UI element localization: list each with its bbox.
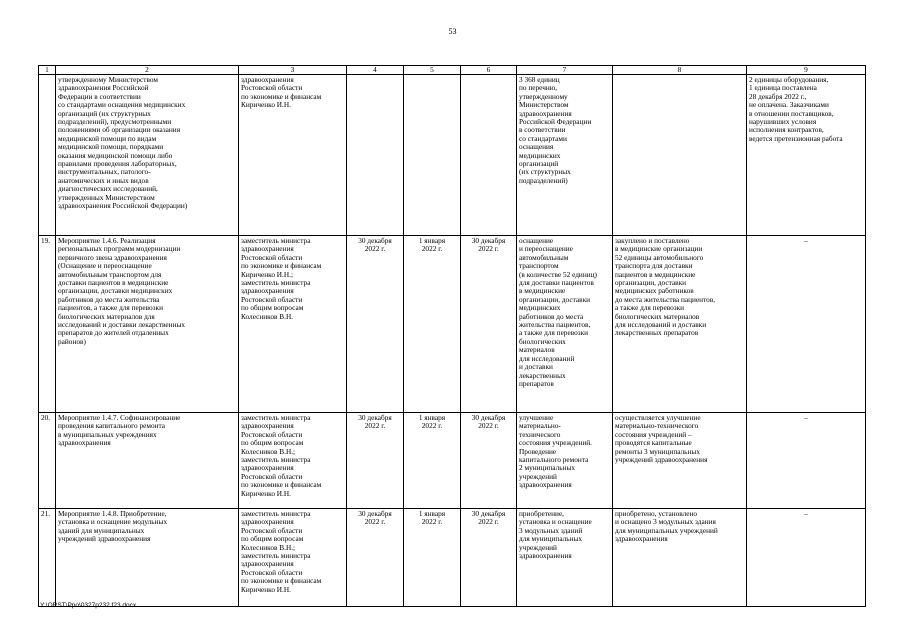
row-number: 20. [39,413,56,509]
date-finish-cell: 30 декабря 2022 г. [461,236,517,413]
row-number [39,75,56,236]
header-cell: 3 [239,66,347,75]
file-path-footer: Y:\ORST\Ppo\0327p232.f23.docx [40,602,137,609]
event-cell: Мероприятие 1.4.8. Приобретение, установка и оснащение модульных зданий для муниципальных учреждений здравоохранения [56,509,239,607]
result-cell: оснащение и переоснащение автомобильным транспортом (в количестве 52 единиц) для доставки пациентов в медицинские организации, доставки медицинских работников до места жительства пациентов, а также для перевозки биологических материалов для исследований и доставки лекарственных препаратов [517,236,613,413]
status-cell: осуществляется улучшение материально-технического состояния учреждений – проводятся капитальные ремонты 3 муниципальных учреждений здравоохранения [613,413,747,509]
responsible-cell: заместитель министра здравоохранения Ростовской области по общим вопросам Колесников В.Н.; заместитель министра здравоохранения Ростовской области по экономике и финансам Кириченко И.Н. [239,413,347,509]
header-cell: 6 [461,66,517,75]
date-end-cell: 30 декабря 2022 г. [347,236,404,413]
row-number: 19. [39,236,56,413]
date-end-cell [347,75,404,236]
problems-cell: – [747,509,866,607]
date-start-cell: 1 января 2022 г. [404,509,461,607]
row-number: 21. [39,509,56,607]
date-end-cell: 30 декабря 2022 г. [347,509,404,607]
header-cell: 2 [56,66,239,75]
table-row [39,236,866,413]
header-cell: 7 [517,66,613,75]
table-row [39,413,866,509]
date-finish-cell: 30 декабря 2022 г. [461,509,517,607]
date-end-cell: 30 декабря 2022 г. [347,413,404,509]
problems-cell: – [747,236,866,413]
problems-cell: 2 единицы оборудования, 1 единица поставлена 28 декабря 2022 г., не оплачена. Заказчиками в отношении поставщиков, нарушивших условия исполнения контрактов, ведется претензионная работа [747,75,866,236]
date-start-cell: 1 января 2022 г. [404,236,461,413]
table-row [39,75,866,236]
date-finish-cell: 30 декабря 2022 г. [461,413,517,509]
responsible-cell: заместитель министра здравоохранения Ростовской области по экономике и финансам Кириченко И.Н.; заместитель министра здравоохранения Ростовской области по общим вопросам Колесников В.Н. [239,236,347,413]
problems-cell: – [747,413,866,509]
table-row [39,509,866,607]
header-cell: 9 [747,66,866,75]
result-cell: 3 368 единиц по перечню, утвержденному Министерством здравоохранения Российской Федерации в соответствии со стандартами оснащения медицинских организаций (их структурных подразделений) [517,75,613,236]
date-finish-cell [461,75,517,236]
status-cell [613,75,747,236]
header-cell: 1 [39,66,56,75]
header-cell: 8 [613,66,747,75]
responsible-cell: заместитель министра здравоохранения Ростовской области по общим вопросам Колесников В.Н.; заместитель министра здравоохранения Ростовской области по экономике и финансам Кириченко И.Н. [239,509,347,607]
result-cell: приобретение, установка и оснащение 3 модульных зданий для муниципальных учреждений здравоохранения [517,509,613,607]
header-cell: 4 [347,66,404,75]
event-cell: Мероприятие 1.4.7. Софинансирование проведения капитального ремонта в муниципальных учреждениях здравоохранения [56,413,239,509]
header-row [39,66,866,75]
date-start-cell [404,75,461,236]
event-cell: утвержденному Министерством здравоохранения Российской Федерации в соответствии со стандартами оснащения медицинских организаций (их структурных подразделений), предусмотренными положениями об организации оказания медицинской помощи по видам медицинской помощи, порядками оказания медицинской помощи либо правилами проведения лабораторных, инструментальных, патолого- анатомических и иных видов диагностических исследований, утвержденных Министерством здравоохранения Российской Федерации) [56,75,239,236]
result-cell: улучшение материально- технического состояния учреждений. Проведение капитального ремонта 2 муниципальных учреждений здравоохранения [517,413,613,509]
page-number: 53 [448,27,457,36]
event-cell: Мероприятие 1.4.6. Реализация региональных программ модернизации первичного звена здравоохранения (Оснащение и переоснащение автомобильным транспортом для доставки пациентов в медицинские организации, доставки медицинских работников до места жительства пациентов, а также для перевозки биологических материалов для исследований и доставки лекарственных препаратов до жителей отдаленных районов) [56,236,239,413]
responsible-cell: здравоохранения Ростовской области по экономике и финансам Кириченко И.Н. [239,75,347,236]
report-table [38,65,866,607]
status-cell: закуплено и поставлено в медицинские организации 52 единицы автомобильного транспорта для доставки пациентов в медицинские организации, доставки медицинских работников до места жительства пациентов, а также для перевозки биологических материалов для исследований и доставки лекарственных препаратов [613,236,747,413]
header-cell: 5 [404,66,461,75]
status-cell: приобретено, установлено и оснащено 3 модульных здания для муниципальных учреждений здравоохранения [613,509,747,607]
date-start-cell: 1 января 2022 г. [404,413,461,509]
